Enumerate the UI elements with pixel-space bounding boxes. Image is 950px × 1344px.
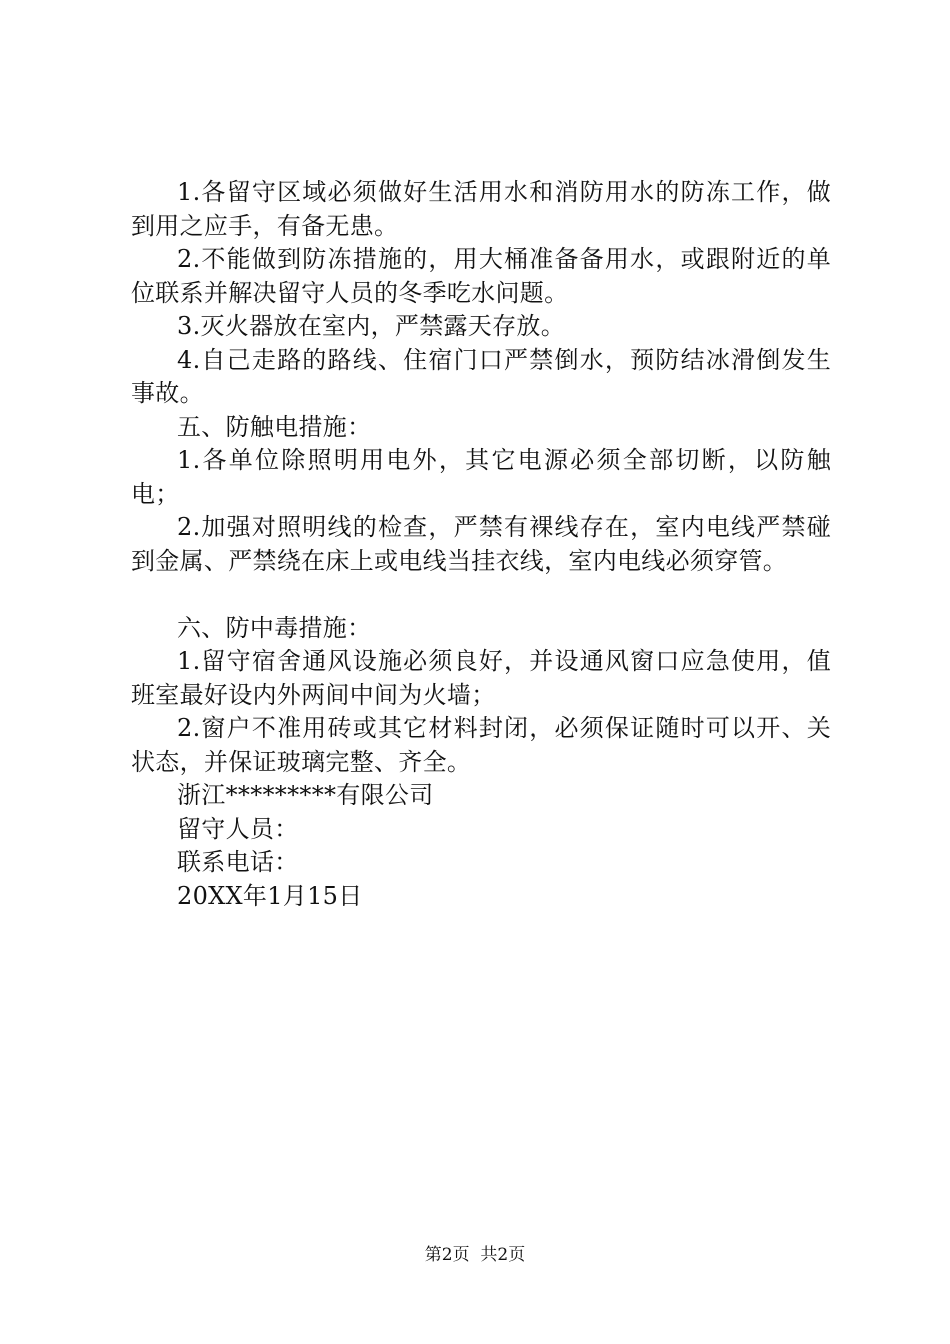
paragraph-ventilation: 1.留守宿舍通风设施必须良好，并设通风窗口应急使用，值班室最好设内外两间中间为火墙； [131, 647, 831, 709]
company-name: 浙江*********有限公司 [177, 781, 434, 809]
contact-phone-label: 联系电话： [177, 848, 299, 876]
paragraph-windows: 2.窗户不准用砖或其它材料封闭，必须保证随时可以开、关状态，并保证玻璃完整、齐全。 [131, 714, 831, 776]
paragraph-wire-inspection: 2.加强对照明线的检查，严禁有裸线存在，室内电线严禁碰到金属、严禁绕在床上或电线当挂衣线，室内电线必须穿管。 [131, 513, 831, 575]
section-heading-poisoning: 六、防中毒措施： [177, 613, 372, 642]
page-footer [0, 1245, 950, 1265]
section-heading-electric-shock: 五、防触电措施： [177, 412, 372, 441]
document-body [131, 176, 831, 913]
staff-on-duty-label: 留守人员： [177, 814, 299, 843]
paragraph-water-antifreeze: 1.各留守区域必须做好生活用水和消防用水的防冻工作，做到用之应手，有备无患。 [131, 178, 831, 240]
document-date: 20XX年1月15日 [177, 881, 363, 910]
page-number: 第2页 共2页 [424, 1245, 526, 1265]
paragraph-extinguisher: 3.灭火器放在室内，严禁露天存放。 [177, 312, 565, 340]
paragraph-no-pouring-water: 4.自己走路的路线、住宿门口严禁倒水，预防结冰滑倒发生事故。 [131, 345, 831, 407]
paragraph-backup-water: 2.不能做到防冻措施的，用大桶准备备用水，或跟附近的单位联系并解决留守人员的冬季吃水问题。 [131, 245, 831, 307]
paragraph-cut-power: 1.各单位除照明用电外，其它电源必须全部切断，以防触电； [131, 446, 831, 508]
